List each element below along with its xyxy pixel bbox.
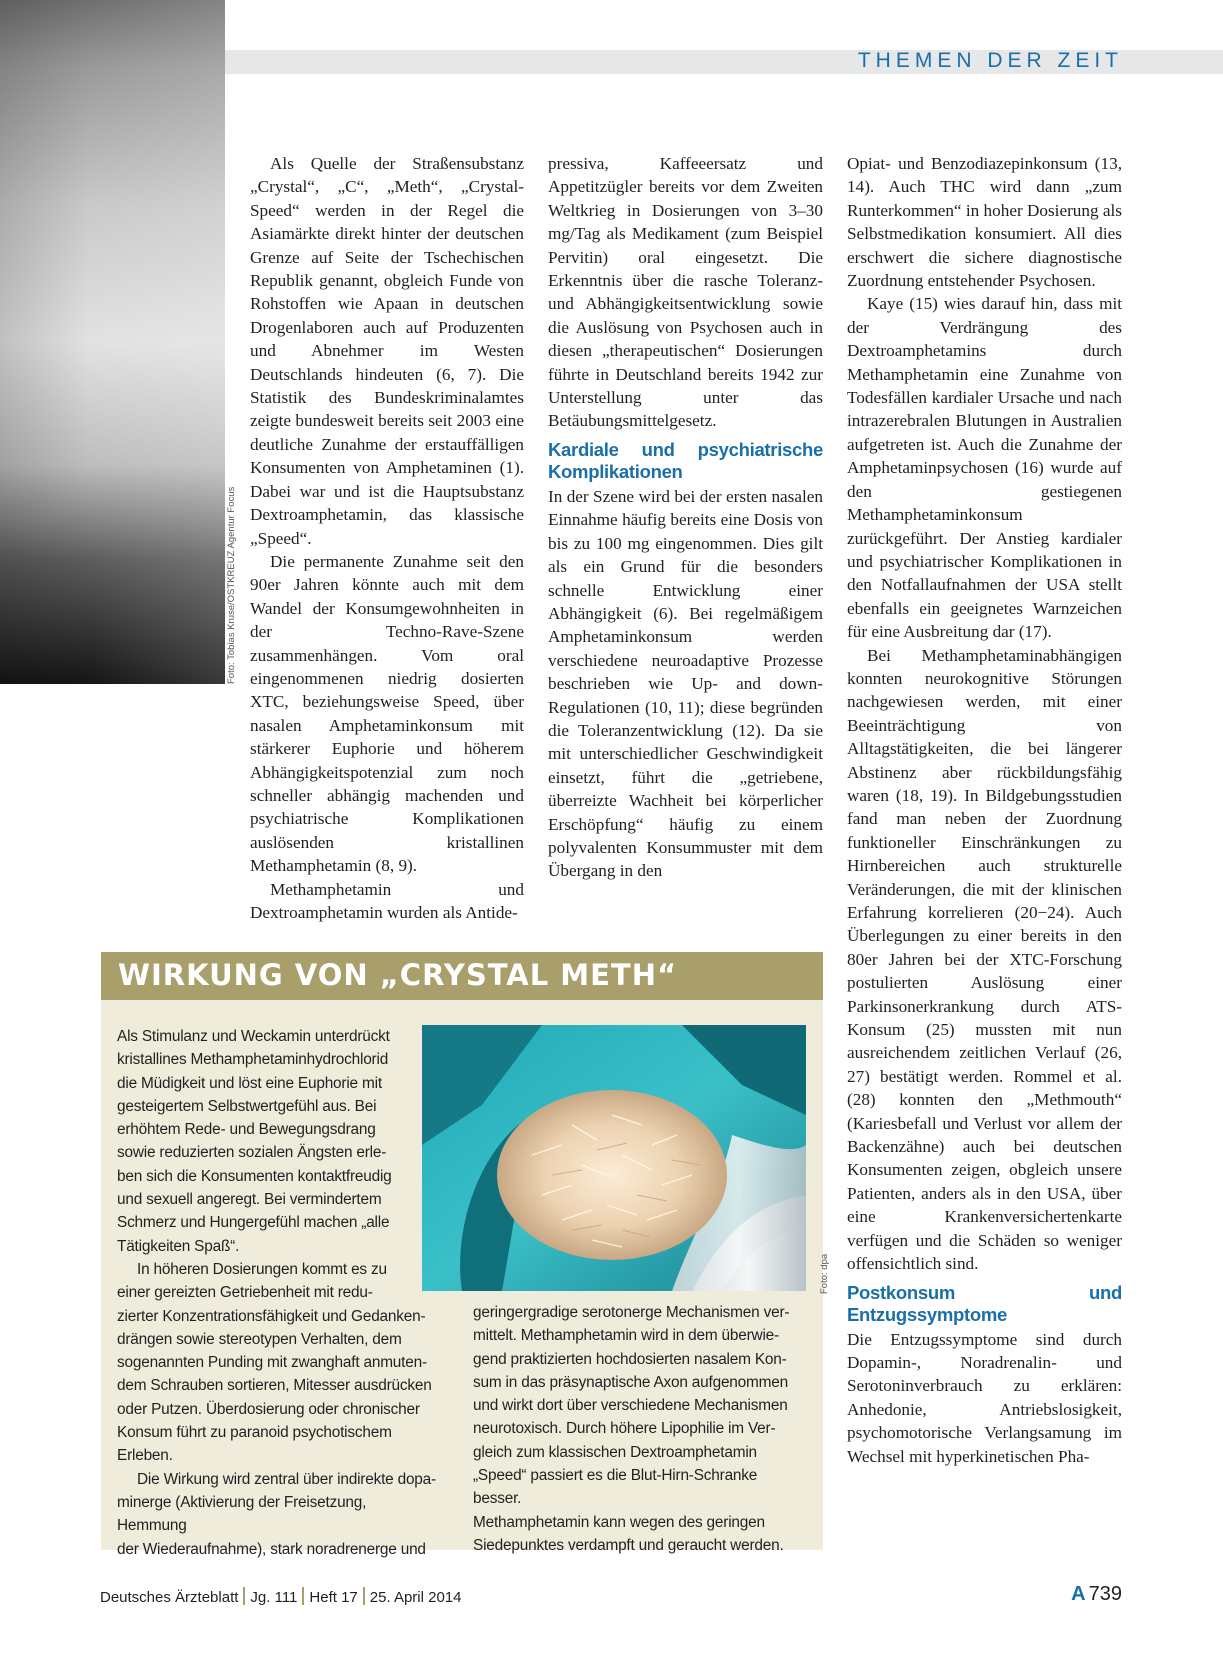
info-box-paragraph: In höheren Dosierungen kommt es zu einer gereizten Getriebenheit mit redu- zierter Konzentrationsfähigkeit und Gedanken- drängen sowie stereotypen Verhalten, dem sogenannten Punding mit zwanghaft anmuten- dem Schrauben sortieren, Mitesser ausdrücken oder Putzen. Überdosierung oder chronischer Konsum führt zu paranoid psychotischem Erleben.	[117, 1260, 432, 1465]
page-number-value: 739	[1088, 1583, 1122, 1605]
photo-credit-top: Foto: Tobias Kruse/OSTKREUZ Agentur Focus	[226, 486, 237, 684]
footer-separator	[302, 1587, 304, 1605]
paragraph: In der Szene wird bei der ersten nasalen Einnahme häufig bereits eine Dosis von bis zu 100 mg eingenommen. Dies gilt als ein Grund für die besonders schnelle Entwicklung einer Abhängigkeit (6). Bei regelmäßigem Amphetaminkonsum werden verschiedene neuroadaptive Prozesse beschrieben wie Up- and down-Regulationen (10, 11); diese begründen die Toleranzentwicklung (12). Da sie mit unterschiedlicher Geschwindigkeit einsetzt, führt die „getriebene, überreizte Wachheit bei körperlicher Erschöpfung“ häufig zu einem polyvalenten Konsummuster mit dem Übergang in den	[548, 486, 823, 881]
section-title: THEMEN DER ZEIT	[857, 49, 1123, 72]
info-box-title-bar	[101, 952, 823, 1000]
info-box-text-right	[473, 1301, 809, 1557]
journal-issue: Heft 17	[309, 1589, 358, 1606]
footer-citation	[100, 1587, 462, 1606]
paragraph: Kaye (15) wies darauf hin, dass mit der Verdrängung des Dextroamphetamins durch Methamphetamin eine Zunahme von Todesfällen kardialer Ursache und nach intrazerebralen Blutungen in Australien aufgetreten ist. Auch die Zunahme der Amphetaminpsychosen (16) wurde auf den gestiegenen Methamphetaminkonsum zurückgeführt. Der Anstieg kardialer und psychiatrischer Komplikationen in den Notfallaufnahmen der USA stellt ebenfalls ein geeignetes Warnzeichen für eine Ausbreitung dar (17).	[847, 294, 1122, 642]
info-box-paragraph: Die Wirkung wird zentral über indirekte dopa- minerge (Aktivierung der Freisetzung, Hemmung der Wiederaufnahme), stark noradrenerge und	[117, 1470, 436, 1558]
paragraph: Die permanente Zunahme seit den 90er Jahren könnte auch mit dem Wandel der Konsumgewohnheiten in der Techno-Rave-Szene zusammenhängen. Vom oral eingenommenen niedrig dosierten XTC, beziehungsweise Speed, über nasalen Amphetaminkonsum mit stärkerer Euphorie und höherem Abhängigkeitspotenzial zum noch schneller abhängig machenden und psychiatrische Komplikationen auslösenden kristallinen Methamphetamin (8, 9).	[250, 551, 524, 876]
text-column-2	[548, 152, 823, 883]
journal-name: Deutsches Ärzteblatt	[100, 1589, 239, 1606]
crystal-meth-photo	[422, 1025, 806, 1291]
section-heading-complications: Kardiale und psychiatrische Komplikationen	[548, 438, 823, 482]
journal-date: 25. April 2014	[369, 1589, 462, 1606]
photo-credit-box: Foto: dpa	[819, 1253, 830, 1294]
info-box-paragraph: geringergradige serotonerge Mechanismen ver- mittelt. Methamphetamin wird in dem überwie- gend praktizierten hochdosierten nasalem Kon- sum in das präsynaptische Axon aufgenommen und wirkt dort über verschiedene Mechanismen neurotoxisch. Durch höhere Lipophilie im Ver- gleich zum klassischen Dextroamphetamin „Speed“ passiert es die Blut-Hirn-Schranke besser. Methamphetamin kann wegen des geringen Siedepunktes verdampft und geraucht werden.	[473, 1304, 790, 1554]
paragraph: Bei Methamphetaminabhängigen konnten neurokognitive Störungen nachgewiesen werden, mit einer Beeinträchtigung von Alltagstätigkeiten, die bei längerer Abstinenz aber rückbildungsfähig waren (18, 19). In Bildgebungsstudien fand man neben der Zuordnung funktioneller Einschränkungen zu Hirnbereichen auch strukturelle Veränderungen, die mit der klinischen Erfahrung korrelieren (20−24). Auch Überlegungen zu einer bereits in den 80er Jahren bei der XTC-Forschung postulierten Auslösung einer Parkinsonerkrankung durch ATS-Konsum (25) mussten mit nun ausreichendem zeitlichen Verlauf (26, 27) bestätigt werden. Rommel et al. (28) konnten den „Methmouth“ (Kariesbefall und Verlust vor allem der Backenzähne) auch bei deutschen Konsumenten zeigen, obgleich unsere Patienten, anders als in den USA, über eine Krankenversichertenkarte verfügen und die Schäden so weniger offensichtlich sind.	[847, 645, 1122, 1274]
paragraph: Als Quelle der Straßensubstanz „Crystal“, „C“, „Meth“, „Crystal-Speed“ werden in der Regel die Asiamärkte direkt hinter der deutschen Grenze auf Seite der Tschechischen Republik genannt, obgleich Funde von Rohstoffen wie Apaan in deutschen Drogenlaboren auch auf Produzenten und Abnehmer im Westen Deutschlands hindeuten (6, 7). Die Statistik des Bundeskriminalamtes zeigte bundesweit bereits seit 2003 eine deutliche Zunahme der erstauffälligen Konsumenten von Amphetaminen (1). Dabei war und ist die Hauptsubstanz Dextroamphetamin, das klassische „Speed“.	[250, 154, 524, 548]
footer-separator	[363, 1587, 365, 1605]
info-box-paragraph: Als Stimulanz und Weckamin unterdrückt kristallines Methamphetaminhydrochlorid die Müdigkeit und löst eine Euphorie mit gesteigertem Selbstwertgefühl aus. Bei erhöhtem Rede- und Bewegungsdrang sowie reduzierten sozialen Ängsten erle- ben sich die Konsumenten kontaktfreudig und sexuell angeregt. Bei vermindertem Schmerz und Hungergefühl machen „alle Tätigkeiten Spaß“.	[117, 1028, 392, 1255]
journal-volume: Jg. 111	[250, 1589, 298, 1606]
info-box-text-left	[117, 1025, 439, 1561]
info-box-title: WIRKUNG VON „CRYSTAL METH“	[118, 958, 678, 992]
section-heading-withdrawal: Postkonsum und Entzugssymptome	[847, 1281, 1122, 1325]
text-column-1	[250, 152, 524, 924]
info-box	[101, 952, 823, 1558]
paragraph: Methamphetamin und Dextroamphetamin wurden als Antide-	[250, 879, 524, 922]
paragraph: pressiva, Kaffeeersatz und Appetitzügler bereits vor dem Zweiten Weltkrieg in Dosierungen von 3–30 mg/Tag als Medikament (zum Beispiel Pervitin) oral eingesetzt. Die Erkenntnis über die rasche Toleranz- und Abhängigkeitsentwicklung sowie die Auslösung von Psychosen auch in diesen „therapeutischen“ Dosierungen führte in Deutschland bereits 1942 zur Unterstellung unter das Betäubungsmittelgesetz.	[548, 154, 823, 431]
article-photo	[0, 0, 225, 684]
text-column-3	[847, 152, 1122, 1468]
paragraph: Opiat- und Benzodiazepinkonsum (13, 14). Auch THC wird dann „zum Runterkommen“ in hoher Dosierung als Selbstmedikation konsumiert. All dies erschwert die sichere diagnostische Zuordnung entstehender Psychosen.	[847, 154, 1122, 291]
page-prefix: A	[1071, 1583, 1086, 1605]
footer-separator	[243, 1587, 245, 1605]
page-number	[1071, 1583, 1122, 1606]
paragraph: Die Entzugssymptome sind durch Dopamin-, Noradrenalin- und Serotoninverbrauch zu erklären: Anhedonie, Antriebslosigkeit, psychomotorische Verlangsamung im Wechsel mit hyperkinetischen Pha-	[847, 1329, 1122, 1466]
